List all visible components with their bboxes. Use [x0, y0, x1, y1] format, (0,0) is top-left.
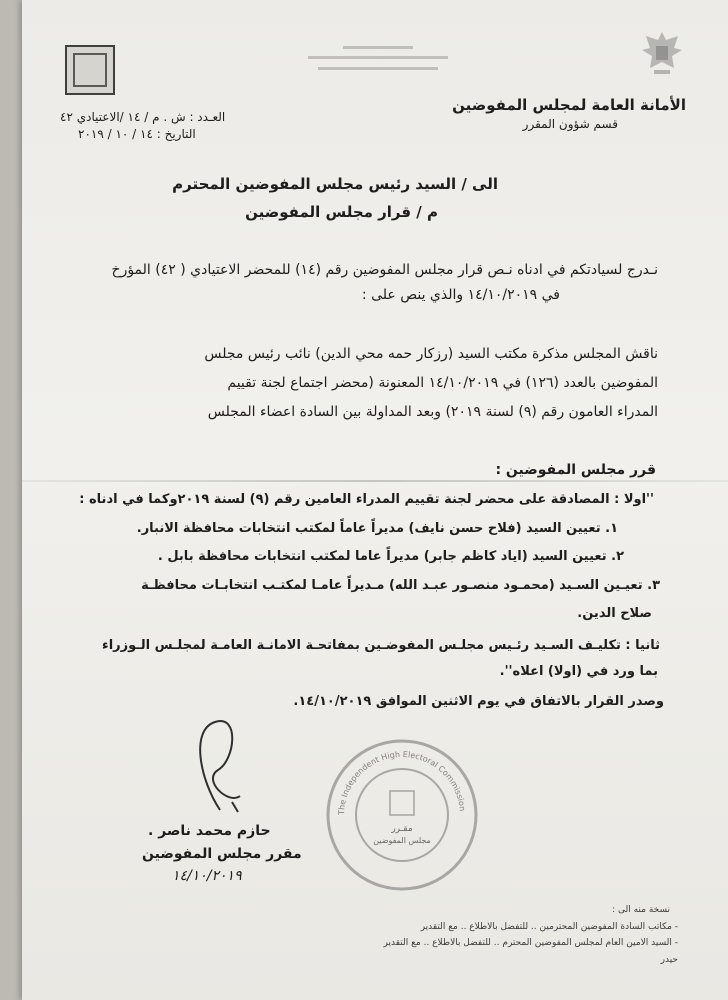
department-name: قسم شؤون المقرر [522, 117, 618, 131]
reference-number: العـدد : ش . م / ١٤ /الاعتيادي ٤٢ [60, 110, 226, 124]
addressee: الى / السيد رئيس مجلس المفوضين المحترم [172, 175, 498, 193]
copies-line-2: - السيد الامين العام لمجلس المفوضين المحترم .. للتفضل بالاطلاع .. مع التقدير [383, 938, 678, 948]
intro-line-1: نـدرج لسيادتكم في ادناه نـص قرار مجلس المفوضين رقم (١٤) للمحضر الاعتيادي ( ٤٢) المؤرخ [111, 262, 658, 278]
paper-fold [22, 480, 728, 482]
signatory-title: مقرر مجلس المفوضين [142, 846, 302, 862]
stamp-center-2: مجلس المفوضين [373, 836, 431, 845]
decision-second-cont: بما ورد في (اولا) اعلاه''. [499, 664, 658, 679]
decision-item-3-cont: صلاح الدين. [577, 606, 652, 621]
decision-item-2: ٢. تعيين السيد (اياد كاظم جابر) مديراً عاما لمكتب انتخابات محافظة بابل . [157, 549, 624, 564]
eagle-emblem-icon [638, 28, 686, 78]
faded-letterhead [118, 40, 638, 94]
official-stamp [322, 735, 482, 895]
decision-second: ثانيا : تكليـف السـيد رئـيس مجلـس المفوضـين بمفاتحـة الامانـة العامـة لمجلـس الـوزراء [102, 638, 660, 653]
copies-initials: حيدر [660, 955, 678, 965]
decision-issued: وصدر القرار بالاتفاق في يوم الاثنين الموافق ١٤/١٠/٢٠١٩. [293, 694, 664, 709]
commission-logo [65, 45, 115, 95]
signature-date: ١٤/١٠/٢٠١٩ [172, 868, 242, 884]
discussion-line-1: ناقش المجلس مذكرة مكتب السيد (رزكار حمه محي الدين) نائب رئيس مجلس [204, 346, 658, 362]
signatory-name: حازم محمد ناصر . [148, 823, 271, 839]
document-date: التاريخ : ١٤ / ١٠ / ٢٠١٩ [78, 127, 196, 141]
discussion-line-3: المدراء العامون رقم (٩) لسنة ٢٠١٩) وبعد المداولة بين السادة اعضاء المجلس [207, 404, 658, 420]
decision-item-1: ١. تعيين السيد (فلاح حسن نايف) مديراً عاماً لمكتب انتخابات محافظة الانبار. [136, 521, 618, 536]
discussion-line-2: المفوضين بالعدد (١٢٦) في ١٤/١٠/٢٠١٩ المعنونة (محضر اجتماع لجنة تقييم [227, 375, 658, 391]
subject-line: م / قرار مجلس المفوضين [245, 203, 438, 221]
decision-first: ''اولا : المصادقة على محضر لجنة تقييم المدراء العامين رقم (٩) لسنة ٢٠١٩وكما في ادناه : [79, 492, 654, 507]
stamp-center-1: مقـرر [391, 824, 413, 834]
stamp-english-text: The Independent High Electoral Commission [336, 749, 467, 816]
org-name: الأمانة العامة لمجلس المفوضين [452, 96, 686, 114]
handwritten-signature [180, 710, 270, 820]
intro-line-2: في ١٤/١٠/٢٠١٩ والذي ينص على : [361, 287, 560, 303]
decision-item-3: ٣. تعيـين السـيد (محمـود منصـور عبـد الله) مـديراً عامـا لمكتـب انتخابـات محافظـة [141, 578, 660, 593]
decision-heading: قرر مجلس المفوضين : [495, 462, 656, 478]
copies-heading: نسخة منه الى : [612, 905, 670, 915]
copies-line-1: - مكاتب السادة المفوضين المحترمين .. للتفضل بالاطلاع .. مع التقدير [420, 922, 678, 932]
